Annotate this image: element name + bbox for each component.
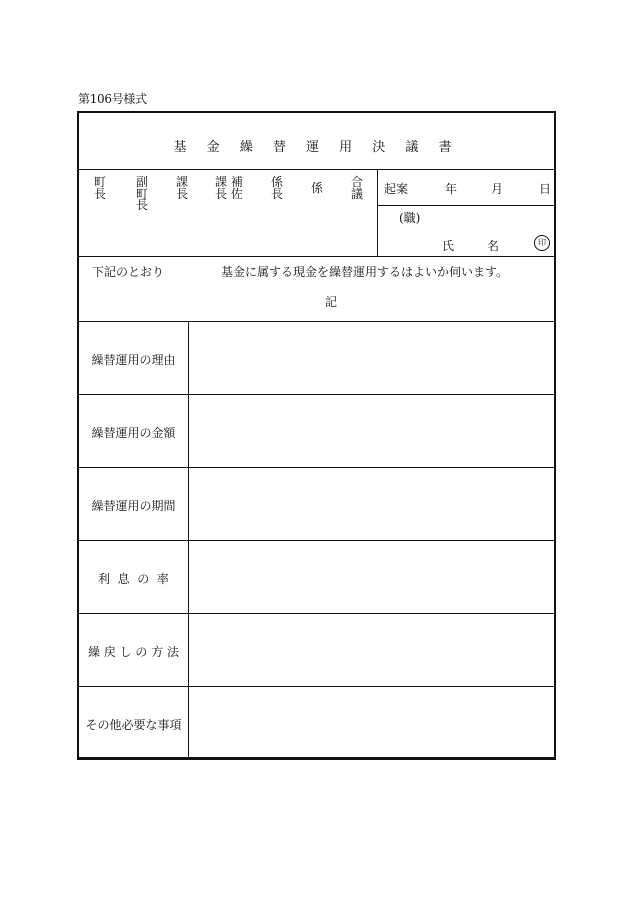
item-label-reason: 繰替運用の理由 (91, 353, 176, 367)
item-label-repayment-method: 繰 戻 し の 方 法 (87, 645, 180, 659)
divider (377, 205, 554, 206)
approval-column-consultation: 合 議 (351, 175, 364, 201)
form-number: 第106号様式 (78, 92, 147, 106)
form-title: 基 金 繰 替 運 用 決 議 書 (173, 140, 460, 155)
intro-prefix: 下記のとおり (92, 265, 165, 279)
approval-column-staff: 係 (311, 181, 324, 195)
drafter-month: 月 (491, 182, 504, 196)
resolution-form (77, 111, 556, 760)
divider (79, 613, 554, 614)
divider (79, 394, 554, 395)
name-label: 氏 (442, 239, 455, 253)
drafter-label: 起案 (384, 182, 409, 196)
drafter-position: (職) (399, 211, 421, 225)
intro-text: 基金に属する現金を繰替運用するはよいか伺います。 (221, 265, 509, 279)
item-label-other-matters: その他必要な事項 (85, 718, 182, 732)
divider (377, 169, 378, 256)
drafter-day: 日 (539, 182, 552, 196)
item-label-period: 繰替運用の期間 (91, 499, 176, 513)
approval-column-assistant-chief: 課 補 長 佐 (215, 175, 243, 201)
ki-mark: 記 (325, 295, 338, 309)
divider (79, 467, 554, 468)
divider (79, 321, 554, 322)
divider (188, 321, 189, 757)
item-label-amount: 繰替運用の金額 (91, 426, 176, 440)
seal-mark: 印 (534, 235, 550, 251)
name-label: 名 (487, 239, 500, 253)
approval-column-deputy-mayor: 副 町 長 (136, 175, 149, 212)
divider (79, 686, 554, 687)
divider (79, 256, 554, 257)
approval-column-mayor: 町 長 (94, 175, 107, 201)
item-label-interest-rate: 利 息 の 率 (98, 572, 169, 586)
approval-column-unit-chief: 係 長 (271, 175, 284, 201)
divider (79, 169, 554, 170)
divider (79, 540, 554, 541)
drafter-year: 年 (445, 182, 458, 196)
approval-column-section-chief: 課 長 (176, 175, 189, 201)
